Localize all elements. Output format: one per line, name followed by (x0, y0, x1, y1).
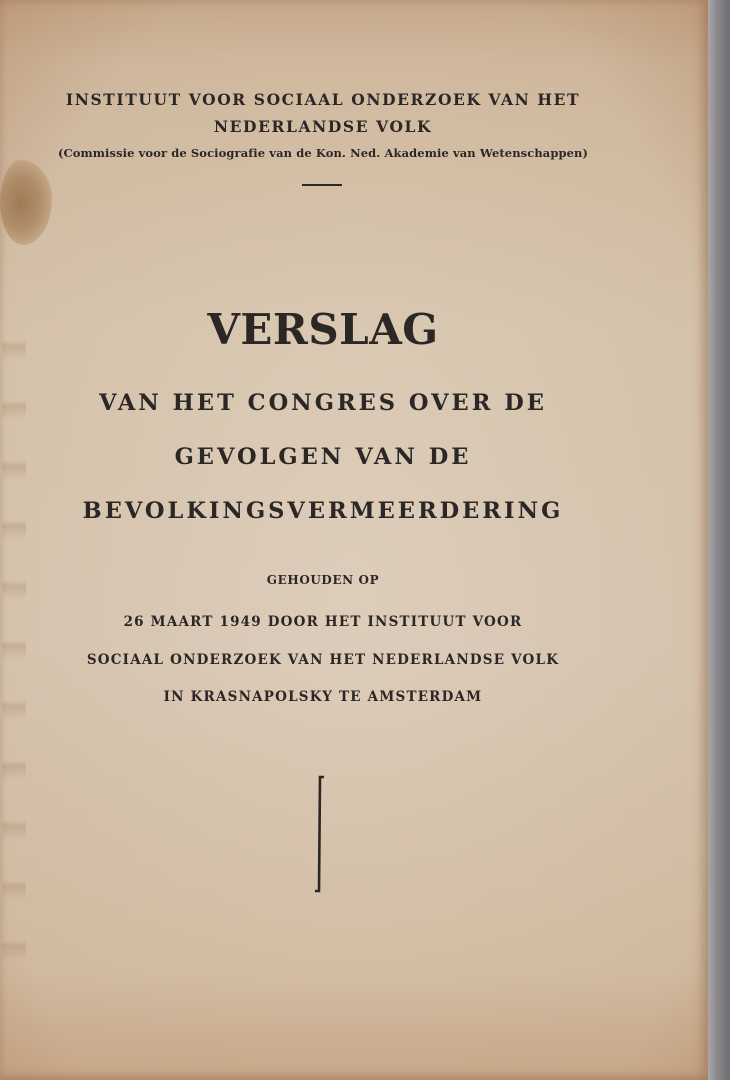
detail-line-3: IN KRASNAPOLSKY TE AMSTERDAM (163, 689, 483, 705)
subtitle-line-1: VAN HET CONGRES OVER DE (99, 390, 547, 416)
institute-name-line-2: NEDERLANDSE VOLK (213, 117, 433, 136)
water-stain (0, 160, 52, 245)
subtitle-line-3: BEVOLKINGSVERMEERDERING (82, 498, 564, 524)
detail-line-1: 26 MAART 1949 DOOR HET INSTITUUT VOOR (123, 614, 523, 630)
divider-rule (302, 184, 342, 186)
institute-name-line-1: INSTITUUT VOOR SOCIAAL ONDERZOEK VAN HET (65, 90, 581, 109)
detail-line-2: SOCIAAL ONDERZOEK VAN HET NEDERLANDSE VOLK (86, 652, 560, 668)
held-on-label: GEHOUDEN OP (266, 573, 380, 587)
subtitle-line-2: GEVOLGEN VAN DE (174, 444, 472, 470)
volume-mark-I (314, 775, 326, 893)
volume-mark-text: I (314, 775, 315, 776)
title: VERSLAG (207, 305, 439, 354)
commission-note: (Commissie voor de Sociografie van de Kon. Ned. Akademie van Wetenschappen) (57, 146, 589, 160)
